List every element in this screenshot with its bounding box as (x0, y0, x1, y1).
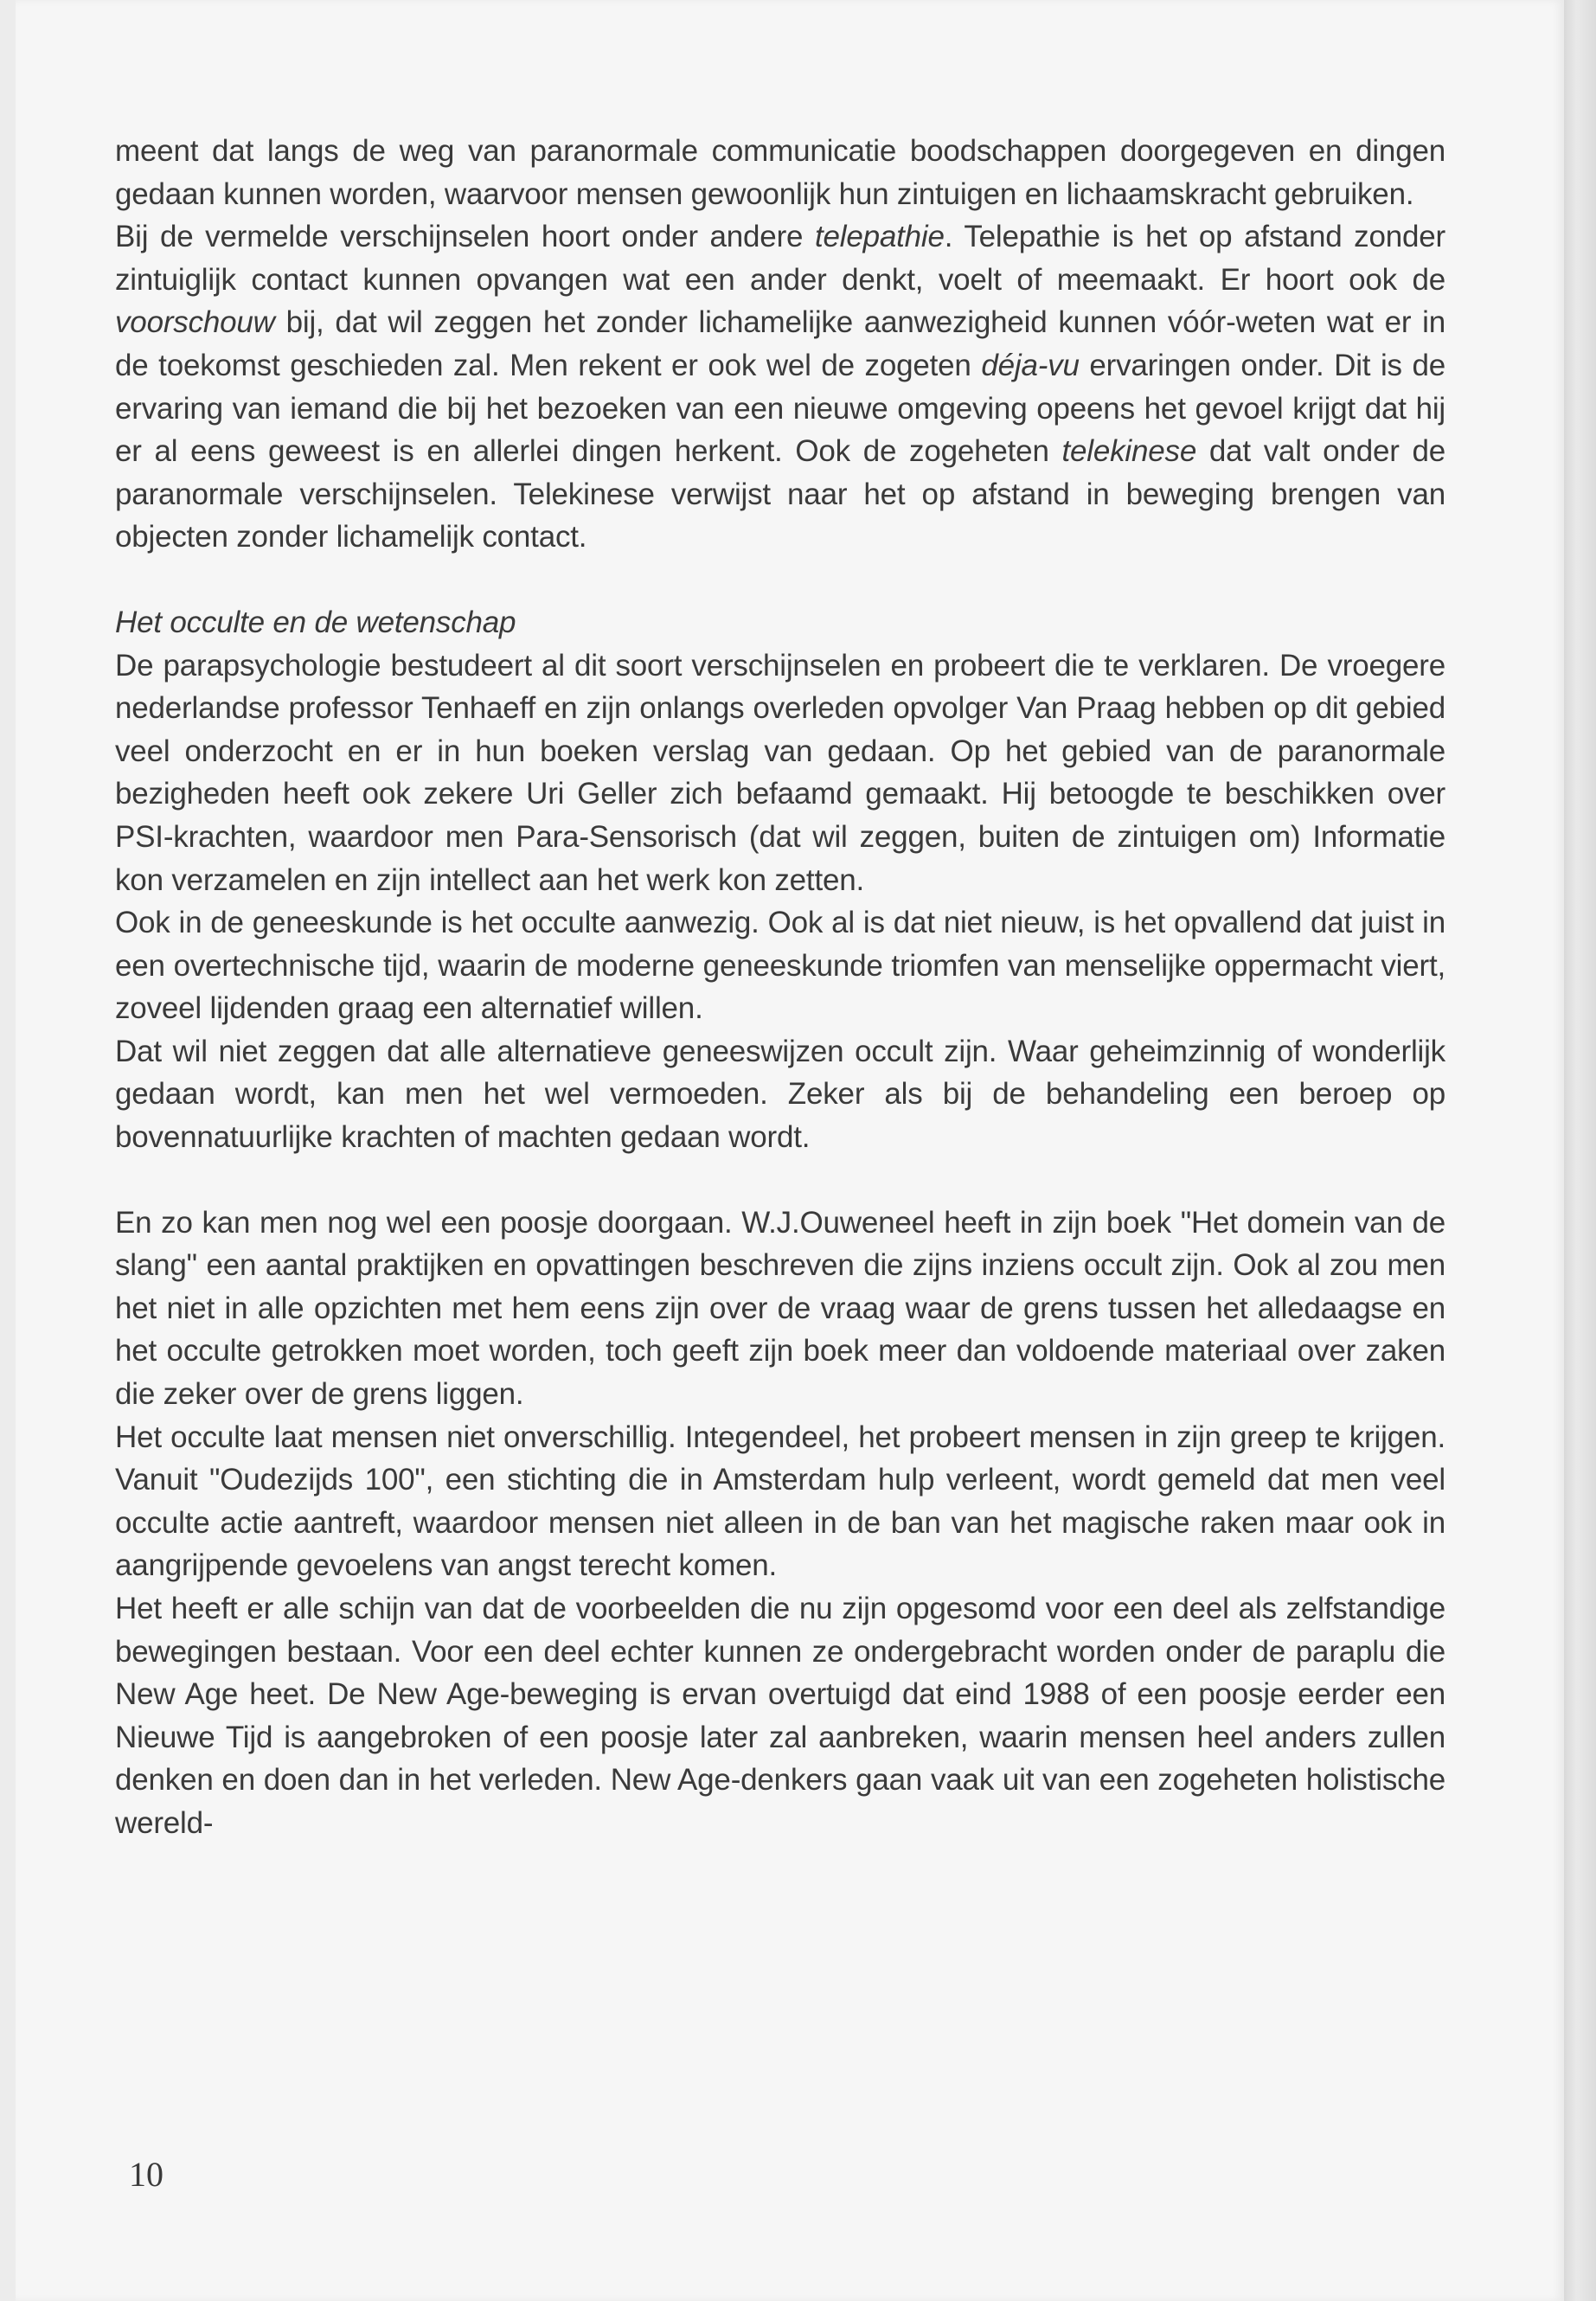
page-number: 10 (129, 2155, 163, 2194)
paragraph-new-age: Het heeft er alle schijn van dat de voorbeelden die nu zijn opgesomd voor een deel als zelfstandige bewegingen bestaan. Voor een deel echter kunnen ze ondergebracht worden onder de paraplu die New Age heet. De New Age-beweging is ervan overtuigd dat eind 1988 of een poosje eerder een Nieuwe Tijd is aangebroken of een poosje later zal aanbreken, waarin mensen heel anders zullen denken en doen dan in het verleden. New Age-denkers gaan vaak uit van een zogeheten holistische wereld- (115, 1592, 1445, 1840)
paragraph-parapsychology: De parapsychologie bestudeert al dit soort verschijnselen en probeert die te verklaren. De vroegere nederlandse professor Tenhaeff en zijn onlangs overleden opvolger Van Praag hebben op dit gebied veel onderzocht en er in hun boeken verslag van gedaan. Op het gebied van de paranormale bezigheden heeft ook zekere Uri Geller zich befaamd gemaakt. Hij betoogde te beschikken over PSI-krachten, waardoor men Para-Sensorisch (dat wil zeggen, buiten de zintuigen om) Informatie kon verzamelen en zijn intellect aan het werk kon zetten. (115, 648, 1445, 897)
paragraph-gap (115, 559, 1445, 601)
paragraph-continuation: meent dat langs de weg van paranormale communicatie boodschappen doorgegeven en dingen gedaan kunnen worden, waarvoor mensen gewoonlijk hun zintuigen en lichaamskracht gebruiken. (115, 134, 1445, 211)
paragraph-phenomena (115, 215, 1445, 559)
section-heading: Het occulte en de wetenschap (115, 605, 516, 639)
text-span: bij, dat wil zeggen het zonder lichamelijke aanwezigheid kunnen vóór-weten wat er in de toekomst geschieden zal. Men rekent er ook wel de zogeten (115, 305, 1445, 382)
term-telekinese: telekinese (1061, 434, 1197, 469)
paragraph-alternative: Dat wil niet zeggen dat alle alternatieve geneeswijzen occult zijn. Waar geheimzinnig of wonderlijk gedaan wordt, kan men het wel vermoeden. Zeker als bij de behandeling een beroep op bovennatuurlijke krachten of machten gedaan wordt. (115, 1034, 1445, 1155)
paragraph-gap (115, 1159, 1445, 1202)
page-edge-shadow (1564, 0, 1596, 2301)
paragraph-oudezijds: Het occulte laat mensen niet onverschillig. Integendeel, het probeert mensen in zijn greep te krijgen. Vanuit "Oudezijds 100", een stichting die in Amsterdam hulp verleent, wordt gemeld dat men veel occulte actie aantreft, waardoor mensen niet alleen in de ban van het magische raken maar ook in aangrijpende gevoelens van angst terecht komen. (115, 1420, 1445, 1583)
text-span: Bij de vermelde verschijnselen hoort onder andere (115, 220, 815, 254)
book-page (16, 0, 1564, 2301)
paragraph-ouweneel: En zo kan men nog wel een poosje doorgaan. W.J.Ouweneel heeft in zijn boek "Het domein van de slang" een aantal praktijken en opvattingen beschreven die zijns inziens occult zijn. Ook al zou men het niet in alle opzichten met hem eens zijn over de vraag waar de grens tussen het alledaagse en het occulte getrokken moet worden, toch geeft zijn boek meer dan voldoende materiaal over zaken die zeker over de grens liggen. (115, 1205, 1445, 1412)
paragraph-medicine: Ook in de geneeskunde is het occulte aanwezig. Ook al is dat niet nieuw, is het opvallend dat juist in een overtechnische tijd, waarin de moderne geneeskunde triomfen van menselijke oppermacht viert, zoveel lijdenden graag een alternatief willen. (115, 906, 1445, 1026)
term-voorschouw: voorschouw (115, 305, 275, 340)
text-span: dat valt onder de paranormale verschijnselen. Telekinese verwijst naar het op afstand in beweging brengen van objecten zonder lichamelijk contact. (115, 434, 1445, 554)
term-telepathie: telepathie (814, 220, 945, 254)
term-deja-vu: déja-vu (981, 348, 1080, 382)
text-span: ervaringen onder. Dit is de ervaring van iemand die bij het bezoeken van een nieuwe omgeving opeens het gevoel krijgt dat hij er al eens geweest is en allerlei dingen herkent. Ook de zogeheten (115, 348, 1445, 469)
text-span: . Telepathie is het op afstand zonder zintuiglijk contact kunnen opvangen wat een ander denkt, voelt of meemaakt. Er hoort ook de (115, 220, 1445, 297)
body-text (115, 130, 1445, 1845)
